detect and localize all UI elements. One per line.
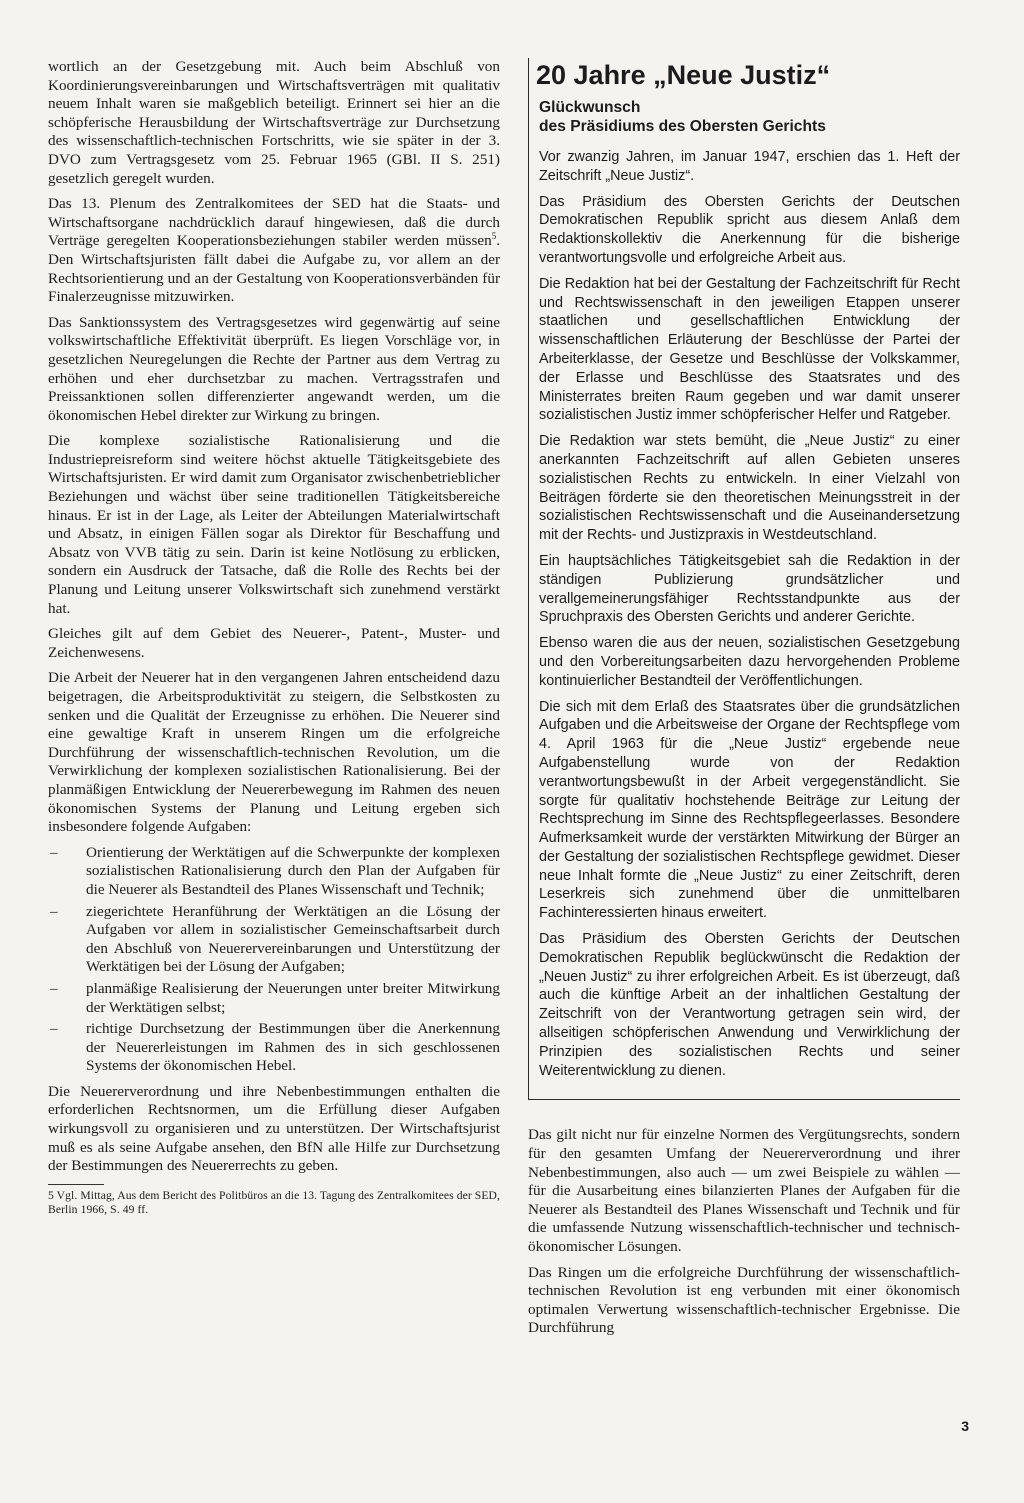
right-column	[528, 58, 960, 1345]
announcement-paragraph: Ebenso waren die aus der neuen, sozialistischen Gesetzgebung und den Vorbereitungsarbeiten dazu hervorgehenden Probleme kontinuierlicher Bestandteil der Veröffentlichungen.	[539, 635, 960, 689]
left-column	[48, 58, 500, 1224]
paragraph: Das gilt nicht nur für einzelne Normen des Vergütungsrechts, sondern für den gesamten Umfang der Neuererverordnung und ihrer Nebenbestimmungen, also auch — um zwei Beispiele zu wählen — für die Ausarbeitung eines bilanzierten Planes der Aufgaben für die Neuerer als Bestandteil des Planes Wissenschaft und Technik und für die umfassende Nutzung wissenschaftlich-technischer und technisch-ökonomischer Lösungen.	[528, 1126, 960, 1256]
announcement-box	[528, 58, 960, 1100]
task-list	[48, 844, 500, 1076]
paragraph: Das Ringen um die erfolgreiche Durchführung der wissenschaftlich-technischen Revolution ist eng verbunden mit einer ökonomisch optimalen Verwertung wissenschaftlich-technischer Ergebnisse. Die Durchführung	[528, 1263, 960, 1337]
paragraph-text: . Den Wirtschaftsjuristen fällt dabei die Aufgabe zu, vor allem an der Rechtsorientierung und an der Gestaltung von Kooperationsverbänden für Finalerzeugnisse mitzuwirken.	[48, 232, 500, 306]
announcement-paragraph: Das Präsidium des Obersten Gerichts der Deutschen Demokratischen Republik spricht aus diesem Anlaß dem Redaktionskollektiv die Anerkennung für die bisherige verantwortungsvolle und erfolgreiche Arbeit aus.	[539, 193, 960, 266]
announcement-paragraph: Das Präsidium des Obersten Gerichts der Deutschen Demokratischen Republik beglückwünscht die Redaktion der „Neuen Justiz“ zu ihrer erfolgreichen Arbeit. Es ist überzeugt, daß auch die künftige Arbeit an der inhaltlichen Gestaltung der Zeitschrift von der Verantwortung getragen sein wird, der allseitigen schöpferischen Anwendung und Verwirklichung der Prinzipien des sozialistischen Rechts und seiner Weiterentwicklung zu dienen.	[539, 931, 960, 1079]
announcement-paragraph: Die sich mit dem Erlaß des Staatsrates über die grundsätzlichen Aufgaben und die Arbeitsweise der Organe der Rechtspflege vom 4. April 1963 für die „Neue Justiz“ ergebende neue Aufgabenstellung wurde von der Redaktion verantwortungsbewußt in der Arbeit vergegenständlicht. Sie sorgte für qualitativ hochstehende Beiträge zur Leitung der Rechtsprechung im Sinne des Rechtspflegeerlasses. Besondere Aufmerksamkeit wurde der verstärkten Mitwirkung der Bürger an der Gestaltung der sozialistischen Rechtspflege gewidmet. Dieser neue Inhalt formte die „Neue Justiz“ zu einer Zeitschrift, deren Leserkreis sich zunehmend über die unmittelbaren Fachinteressierten hinaus erweitert.	[539, 698, 960, 922]
announcement-paragraph: Ein hauptsächliches Tätigkeitsgebiet sah die Redaktion in der ständigen Publizierung grundsätzlicher und verallgemeinerungsfähiger Rechtsstandpunkte aus der Spruchpraxis des Obersten Gerichts und anderer Gerichte.	[539, 552, 960, 626]
footnote-divider	[48, 1184, 104, 1185]
paragraph: Die komplexe sozialistische Rationalisierung und die Industriepreisreform sind weitere höchst aktuelle Tätigkeitsgebiete des Wirtschaftsjuristen. Er wird damit zum Organisator zwischenbetrieblicher Beziehungen und wächst über seine traditionellen Tätigkeitsbereiche hinaus. Er ist in der Lage, als Leiter der Abteilungen Materialwirtschaft und Absatz, in einigen Fällen sogar als Direktor für Beschaffung und Absatz von VVB tätig zu sein. Darin ist keine Notlösung zu erblicken, sondern ein Ausdruck der Tatsache, daß die Rolle des Rechts bei der Planung und Leitung unserer Volkswirtschaft sich zunehmend verstärkt hat.	[48, 432, 500, 617]
list-item: – richtige Durchsetzung der Bestimmungen über die Anerkennung der Neuererleistungen im Rahmen des in sich geschlossenen Systems der ökonomischen Hebel.	[48, 1020, 500, 1076]
list-item: – ziegerichtete Heranführung der Werktätigen an die Lösung der Aufgaben vor allem in sozialistischer Gemeinschaftsarbeit durch den Abschluß von Neuerervereinbarungen und Unterstützung der Werktätigen bei der Lösung der Aufgaben;	[48, 903, 500, 977]
announcement-subtitle	[539, 98, 960, 136]
paragraph: Gleiches gilt auf dem Gebiet des Neuerer-, Patent-, Muster- und Zeichenwesens.	[48, 625, 500, 661]
announcement-paragraph: Die Redaktion war stets bemüht, die „Neue Justiz“ zu einer anerkannten Fachzeitschrift auf allen Gebieten unseres sozialistischen Rechts zu entwickeln. In einer Vielzahl von Beiträgen förderte sie den theoretischen Meinungsstreit in der sozialistischen Rechtswissenschaft und die Auseinandersetzung mit der Rechts- und Justizpraxis in Westdeutschland.	[539, 433, 960, 544]
paragraph: Das Sanktionssystem des Vertragsgesetzes wird gegenwärtig auf seine volkswirtschaftliche Effektivität überprüft. Es liegen Vorschläge vor, in gesetzlichen Neuregelungen die Rechte der Partner aus dem Vertrag zu erhöhen und eher durchsetzbar zu machen. Vertragsstrafen und Preissanktionen sollen differenzierter angewandt werden, um die ökonomischen Hebel direkter zur Wirkung zu bringen.	[48, 313, 500, 424]
paragraph	[48, 195, 500, 307]
subtitle-line: Glückwunsch	[539, 99, 641, 116]
subtitle-line: des Präsidiums des Obersten Gerichts	[539, 118, 826, 135]
paragraph: Die Neuererverordnung und ihre Nebenbestimmungen enthalten die erforderlichen Rechtsnormen, um die Erfüllung dieser Aufgaben wirkungsvoll zu organisieren und zu unterstützen. Der Wirtschaftsjurist muß es als seine Aufgabe ansehen, den BfN alle Hilfe zur Durchsetzung der Bestimmungen des Neuererrechts zu geben.	[48, 1082, 500, 1175]
paragraph: Die Arbeit der Neuerer hat in den vergangenen Jahren entscheidend dazu beigetragen, die Arbeitsproduktivität zu steigern, die Selbstkosten zu senken und die Qualität der Erzeugnisse zu erhöhen. Die Neuerer sind eine gewaltige Kraft in unserem Ringen um die erfolgreiche Durchführung der wissenschaftlich-technischen Revolution, um die Verwirklichung der komplexen sozialistischen Rationalisierung. Bei der planmäßigen Entwicklung der Neuererbewegung im Rahmen des neuen ökonomischen Systems der Planung und Leitung ergeben sich insbesondere folgende Aufgaben:	[48, 669, 500, 836]
announcement-title: 20 Jahre „Neue Justiz“	[536, 60, 831, 90]
footnote: 5 Vgl. Mittag, Aus dem Bericht des Politbüros an die 13. Tagung des Zentralkomitees der SED, Berlin 1966, S. 49 ff.	[48, 1188, 501, 1216]
footnote-reference: 5	[491, 231, 497, 242]
list-item: – Orientierung der Werktätigen auf die Schwerpunkte der komplexen sozialistischen Rationalisierung durch den Plan der Aufgaben für die Neuerer als Bestandteil des Planes Wissenschaft und Technik;	[48, 844, 500, 900]
page-number: 3	[961, 1418, 969, 1434]
list-item: – planmäßige Realisierung der Neuerungen unter breiter Mitwirkung der Werktätigen selbst;	[48, 980, 500, 1017]
paragraph-text: Das 13. Plenum des Zentralkomitees der SED hat die Staats- und Wirtschaftsorgane nachdrücklich darauf hingewiesen, daß die durch Verträge geregelten Kooperationsbeziehungen stabiler werden müssen	[48, 195, 500, 250]
announcement-paragraph: Vor zwanzig Jahren, im Januar 1947, erschien das 1. Heft der Zeitschrift „Neue Justiz“.	[539, 149, 960, 184]
paragraph: wortlich an der Gesetzgebung mit. Auch beim Abschluß von Koordinierungsvereinbarungen und Wirtschaftsverträgen mit qualitativ neuem Inhalt waren sie maßgeblich beteiligt. Erinnert sei hier an die schöpferische Herausbildung der Wirtschaftsverträge zur Durchsetzung des wissenschaftlich-technischen Fortschritts, wie sie später in der 3. DVO zum Vertragsgesetz vom 25. Februar 1965 (GBl. II S. 251) gesetzlich geregelt wurden.	[48, 58, 500, 187]
announcement-paragraph: Die Redaktion hat bei der Gestaltung der Fachzeitschrift für Recht und Rechtswissenschaft in den jeweiligen Etappen unserer staatlichen und gesellschaftlichen Entwicklung der wissenschaftlichen Erläuterung der Beschlüsse der Partei der Arbeiterklasse, der Gesetze und Beschlüsse der Volkskammer, der Erlasse und Beschlüsse des Staatsrates und des Ministerrates breiten Raum gegeben und war damit unserer sozialistischen Justiz immer schöpferischer Helfer und Ratgeber.	[539, 275, 960, 424]
